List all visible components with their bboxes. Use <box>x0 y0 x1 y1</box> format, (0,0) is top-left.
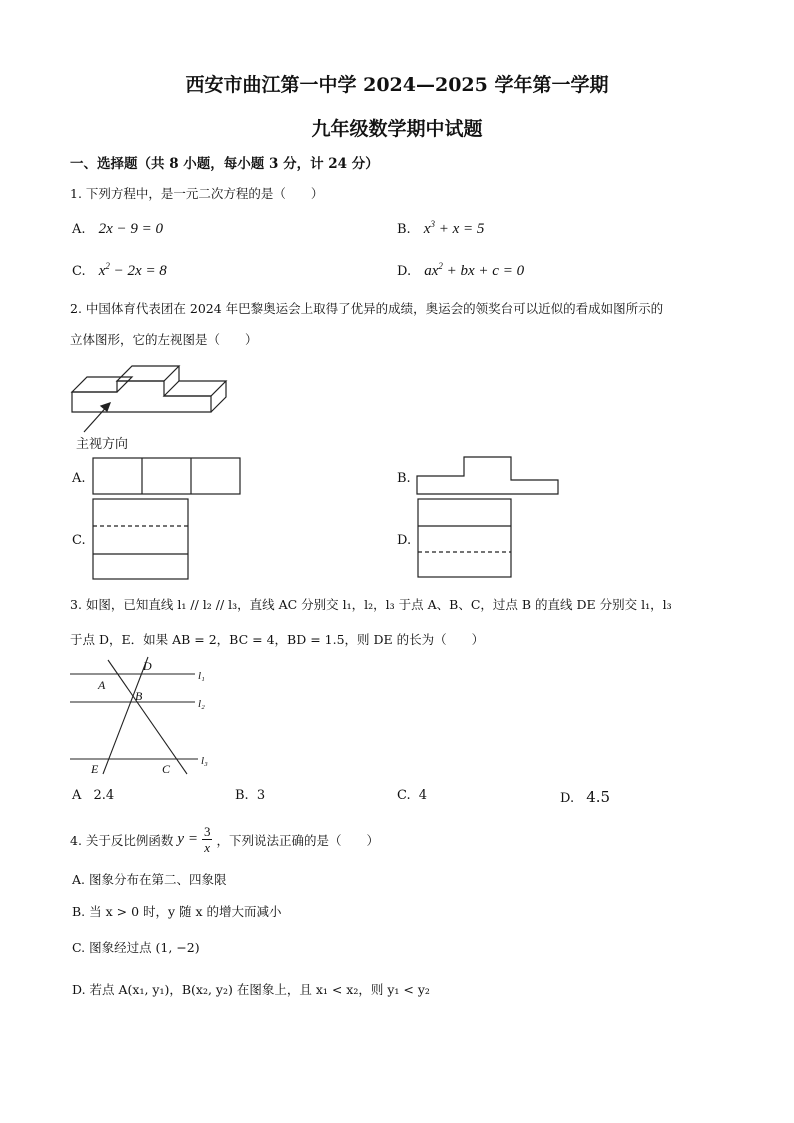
q1-option-d-math: $ax^2$ + bx + c = 0 <box>424 261 525 279</box>
q3-option-d[interactable] <box>560 788 610 806</box>
label-l1: l₁ <box>198 670 205 682</box>
label-C: C <box>162 762 171 776</box>
q3-option-b-label: B. <box>235 788 249 803</box>
q3-option-c-label: C. <box>397 788 411 803</box>
q2-stem-line2: 立体图形，它的左视图是（ ） <box>70 332 258 347</box>
q1-option-b-label: B. <box>397 222 411 237</box>
q1-option-a[interactable] <box>72 218 163 238</box>
q3-option-b[interactable] <box>235 788 265 803</box>
q3-option-d-value: 4.5 <box>586 788 611 806</box>
q4-option-a[interactable]: A. 图象分布在第二、四象限 <box>72 872 227 887</box>
q3-option-d-label: D. <box>560 791 575 806</box>
view-direction-arrow-icon <box>84 403 110 432</box>
label-A: A <box>98 678 106 692</box>
q1-stem: 1. 下列方程中，是一元二次方程的是（ ） <box>70 186 324 201</box>
q1-option-c-math: $x^2 - 2x = 8$ <box>98 261 167 279</box>
q1-option-d[interactable] <box>397 260 524 280</box>
q3-option-b-value: 3 <box>256 788 266 803</box>
q1-option-b-math: $x^3 + x = 5$ <box>423 219 485 237</box>
q2-option-b-label: B. <box>397 471 411 486</box>
q1-option-c[interactable] <box>72 260 167 280</box>
q3-option-a-label: A <box>72 788 82 803</box>
q4-stem-pre: 4. 关于反比例函数 <box>70 832 174 848</box>
label-l3: l₃ <box>201 755 208 767</box>
q2-option-a-label: A. <box>72 471 86 486</box>
q2-option-d-label: D. <box>397 533 412 548</box>
q4-stem <box>70 824 379 855</box>
q1-option-a-label: A. <box>72 222 86 237</box>
q3-option-c[interactable] <box>397 788 427 803</box>
exam-subtitle: 九年级数学期中试题 <box>311 118 483 140</box>
view-direction-label: 主视方向 <box>76 437 129 452</box>
label-D: D <box>143 659 152 673</box>
q3-figure <box>70 656 220 778</box>
q2-option-d-figure[interactable] <box>417 498 515 582</box>
q1-option-c-label: C. <box>72 264 86 279</box>
q4-option-c[interactable]: C. 图象经过点 (1, −2) <box>72 940 200 955</box>
q2-option-b-figure[interactable] <box>416 456 561 496</box>
q2-stem-line1: 2. 中国体育代表团在 2024 年巴黎奥运会上取得了优异的成绩，奥运会的领奖台可以近似的看成如图所示的 <box>70 301 664 316</box>
label-E: E <box>91 762 99 776</box>
q4-stem-post: ，下列说法正确的是（ ） <box>216 832 379 848</box>
label-B: B <box>135 689 143 703</box>
q3-stem-line1: 3. 如图，已知直线 l₁ // l₂ // l₃，直线 AC 分别交 l₁，l₂，l₃ 于点 A、B、C，过点 B 的直线 DE 分别交 l₁，l₃ <box>70 597 672 612</box>
q3-option-c-value: 4 <box>418 788 428 803</box>
q1-option-d-label: D. <box>397 264 412 279</box>
q4-fraction <box>202 824 213 855</box>
q2-option-c-figure[interactable] <box>92 498 192 582</box>
q4-func-den: x <box>204 840 211 855</box>
q4-func-lhs: y = <box>177 831 198 847</box>
q4-option-b[interactable]: B. 当 x > 0 时，y 随 x 的增大而减小 <box>72 904 282 919</box>
exam-title: 西安市曲江第一中学 2024—2025 学年第一学期 <box>185 74 609 96</box>
section-heading: 一、选择题（共 8 小题，每小题 3 分，计 24 分） <box>70 156 379 172</box>
q4-func-num: 3 <box>203 824 211 839</box>
q1-option-b[interactable] <box>397 218 484 238</box>
q1-option-a-math: 2x − 9 = 0 <box>98 221 164 237</box>
q3-option-a[interactable] <box>72 788 114 803</box>
podium-figure <box>70 355 230 417</box>
line-AC <box>108 660 187 774</box>
q2-option-c-label: C. <box>72 533 86 548</box>
q3-option-a-value: 2.4 <box>93 788 115 803</box>
q3-stem-line2: 于点 D，E．如果 AB = 2，BC = 4，BD = 1.5，则 DE 的长为（ ） <box>70 632 485 647</box>
label-l2: l₂ <box>198 698 205 710</box>
q4-option-d[interactable]: D. 若点 A(x₁, y₁)，B(x₂, y₂) 在图象上，且 x₁ < x₂，则 y₁ < y₂ <box>72 982 430 997</box>
q2-option-a-figure[interactable] <box>92 457 242 497</box>
